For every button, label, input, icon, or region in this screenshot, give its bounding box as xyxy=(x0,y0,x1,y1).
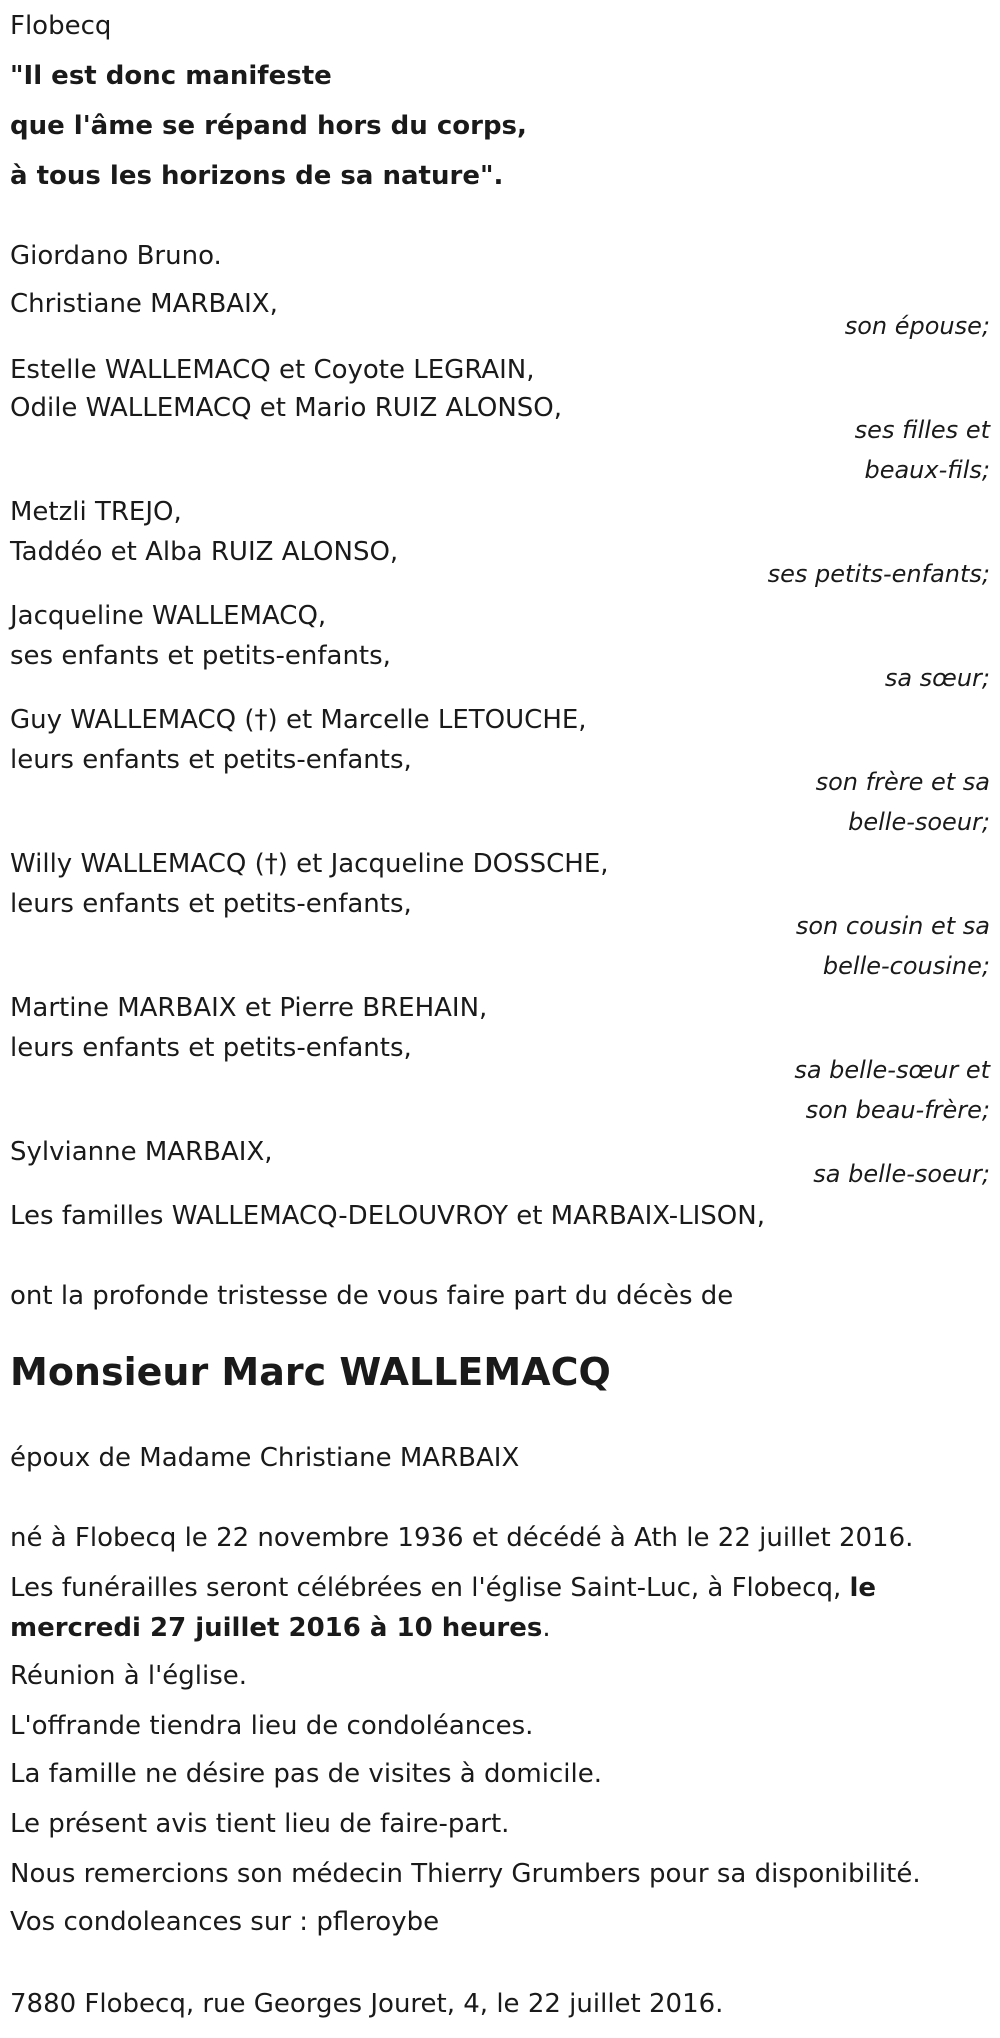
family-name: Willy WALLEMACQ (†) et Jacqueline DOSSCHE, xyxy=(10,849,609,879)
family-name: Taddéo et Alba RUIZ ALONSO, xyxy=(10,537,399,567)
quote-line-3: à tous les horizons de sa nature". xyxy=(10,161,504,191)
detail-line: La famille ne désire pas de visites à domicile. xyxy=(10,1759,602,1789)
announcement: ont la profonde tristesse de vous faire part du décès de xyxy=(10,1281,734,1311)
detail-line: Nous remercions son médecin Thierry Grumbers pour sa disponibilité. xyxy=(10,1859,921,1889)
family-role: son frère et sa xyxy=(815,768,990,796)
detail-line: Vos condoleances sur : pfleroybe xyxy=(10,1907,440,1937)
family-role: son épouse; xyxy=(844,312,990,340)
family-role: sa belle-sœur et xyxy=(794,1056,990,1084)
family-name: Christiane MARBAIX, xyxy=(10,289,278,319)
quote-author: Giordano Bruno. xyxy=(10,241,222,271)
funeral-date: mercredi 27 juillet 2016 à 10 heures xyxy=(10,1613,543,1643)
funeral-end: . xyxy=(542,1613,551,1643)
family-name: Metzli TREJO, xyxy=(10,497,182,527)
quote-line-2: que l'âme se répand hors du corps, xyxy=(10,111,527,141)
detail-line: Le présent avis tient lieu de faire-part. xyxy=(10,1809,510,1839)
family-name: ses enfants et petits-enfants, xyxy=(10,641,391,671)
family-name: Les familles WALLEMACQ-DELOUVROY et MARBAIX-LISON, xyxy=(10,1201,765,1231)
family-role: beaux-fils; xyxy=(864,456,990,484)
family-role: son cousin et sa xyxy=(795,912,990,940)
family-role: ses petits-enfants; xyxy=(767,560,990,588)
family-name: Martine MARBAIX et Pierre BREHAIN, xyxy=(10,993,488,1023)
address-line: 7880 Flobecq, rue Georges Jouret, 4, le 22 juillet 2016. xyxy=(10,1989,724,2019)
funeral-text: Les funérailles seront célébrées en l'église Saint-Luc, à Flobecq, xyxy=(10,1573,850,1603)
deceased-name: Monsieur Marc WALLEMACQ xyxy=(10,1350,611,1394)
funeral-date-start: le xyxy=(849,1573,877,1603)
family-role: sa sœur; xyxy=(884,664,990,692)
family-name: Jacqueline WALLEMACQ, xyxy=(10,601,327,631)
family-name: Guy WALLEMACQ (†) et Marcelle LETOUCHE, xyxy=(10,705,587,735)
family-name: Sylvianne MARBAIX, xyxy=(10,1137,273,1167)
family-name: leurs enfants et petits-enfants, xyxy=(10,745,412,775)
funeral-line-2 xyxy=(10,1608,551,1648)
family-name: leurs enfants et petits-enfants, xyxy=(10,889,412,919)
funeral-line-1 xyxy=(10,1568,876,1608)
family-role: belle-soeur; xyxy=(848,808,990,836)
place-heading: Flobecq xyxy=(10,11,112,41)
detail-line: Réunion à l'église. xyxy=(10,1661,248,1691)
family-role: son beau-frère; xyxy=(805,1096,990,1124)
spouse-line: époux de Madame Christiane MARBAIX xyxy=(10,1443,520,1473)
family-name: leurs enfants et petits-enfants, xyxy=(10,1033,412,1063)
birth-death: né à Flobecq le 22 novembre 1936 et décédé à Ath le 22 juillet 2016. xyxy=(10,1523,914,1553)
detail-line: L'offrande tiendra lieu de condoléances. xyxy=(10,1711,534,1741)
family-name: Estelle WALLEMACQ et Coyote LEGRAIN, xyxy=(10,355,535,385)
family-role: belle-cousine; xyxy=(822,952,990,980)
family-name: Odile WALLEMACQ et Mario RUIZ ALONSO, xyxy=(10,393,563,423)
family-role: ses filles et xyxy=(854,416,990,444)
family-role: sa belle-soeur; xyxy=(813,1160,990,1188)
quote-line-1: "Il est donc manifeste xyxy=(10,61,332,91)
